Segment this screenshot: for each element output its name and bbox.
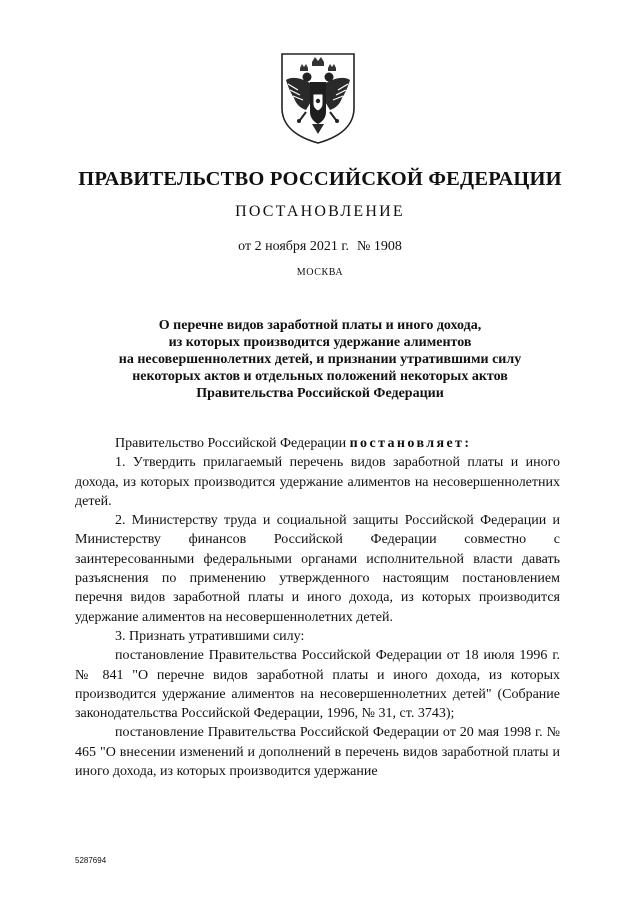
document-city: МОСКВА [296, 267, 344, 278]
title-line: Правительства Российской Федерации [196, 386, 444, 401]
paragraph-1: 1. Утвердить прилагаемый перечень видов заработной платы и иного дохода, из которых производится удержание алиментов на несовершеннолетних детей. [75, 455, 560, 509]
paragraph-5: постановление Правительства Российской Федерации от 20 мая 1998 г. № 465 "О внесении изменений и дополнений в перечень видов заработной платы и иного дохода, из которых производится удержание [75, 725, 560, 780]
footer-code: 5287694 [75, 856, 107, 865]
decree-word: постановляет: [349, 436, 472, 451]
title-line: некоторых актов и отдельных положений некоторых актов [132, 369, 508, 384]
document-body [75, 434, 560, 781]
document-date: от 2 ноября 2021 г. [238, 239, 349, 254]
intro-lead: Правительство Российской Федерации [115, 436, 347, 451]
document-type: ПОСТАНОВЛЕНИЕ [235, 203, 405, 220]
intro-paragraph [75, 434, 560, 453]
coat-of-arms-icon [276, 50, 360, 146]
document-number: № 1908 [356, 239, 402, 254]
document-title [60, 317, 580, 402]
government-name: ПРАВИТЕЛЬСТВО РОССИЙСКОЙ ФЕДЕРАЦИИ [78, 168, 562, 190]
title-line: О перечне видов заработной платы и иного дохода, [158, 318, 482, 333]
paragraph-2: 2. Министерству труда и социальной защиты Российской Федерации и Министерству финансов Российской Федерации совместно с заинтересованными федеральными органами исполнительной власти давать разъяснения по применению утвержденного настоящим постановлением перечня видов заработной платы и иного дохода, из которых производится удержание алиментов на несовершеннолетних детей. [75, 513, 560, 625]
title-line: из которых производится удержание алиментов [168, 335, 472, 350]
paragraph-4: постановление Правительства Российской Федерации от 18 июля 1996 г. № 841 "О перечне видов заработной платы и иного дохода, из которых производится удержание алиментов на несовершеннолетних детей" (Собрание законодательства Российской Федерации, 1996, № 31, ст. 3743); [75, 648, 560, 722]
document-date-line [0, 239, 640, 255]
paragraph-3: 3. Признать утратившими силу: [115, 628, 305, 644]
title-line: на несовершеннолетних детей, и признании утратившими силу [118, 352, 522, 367]
